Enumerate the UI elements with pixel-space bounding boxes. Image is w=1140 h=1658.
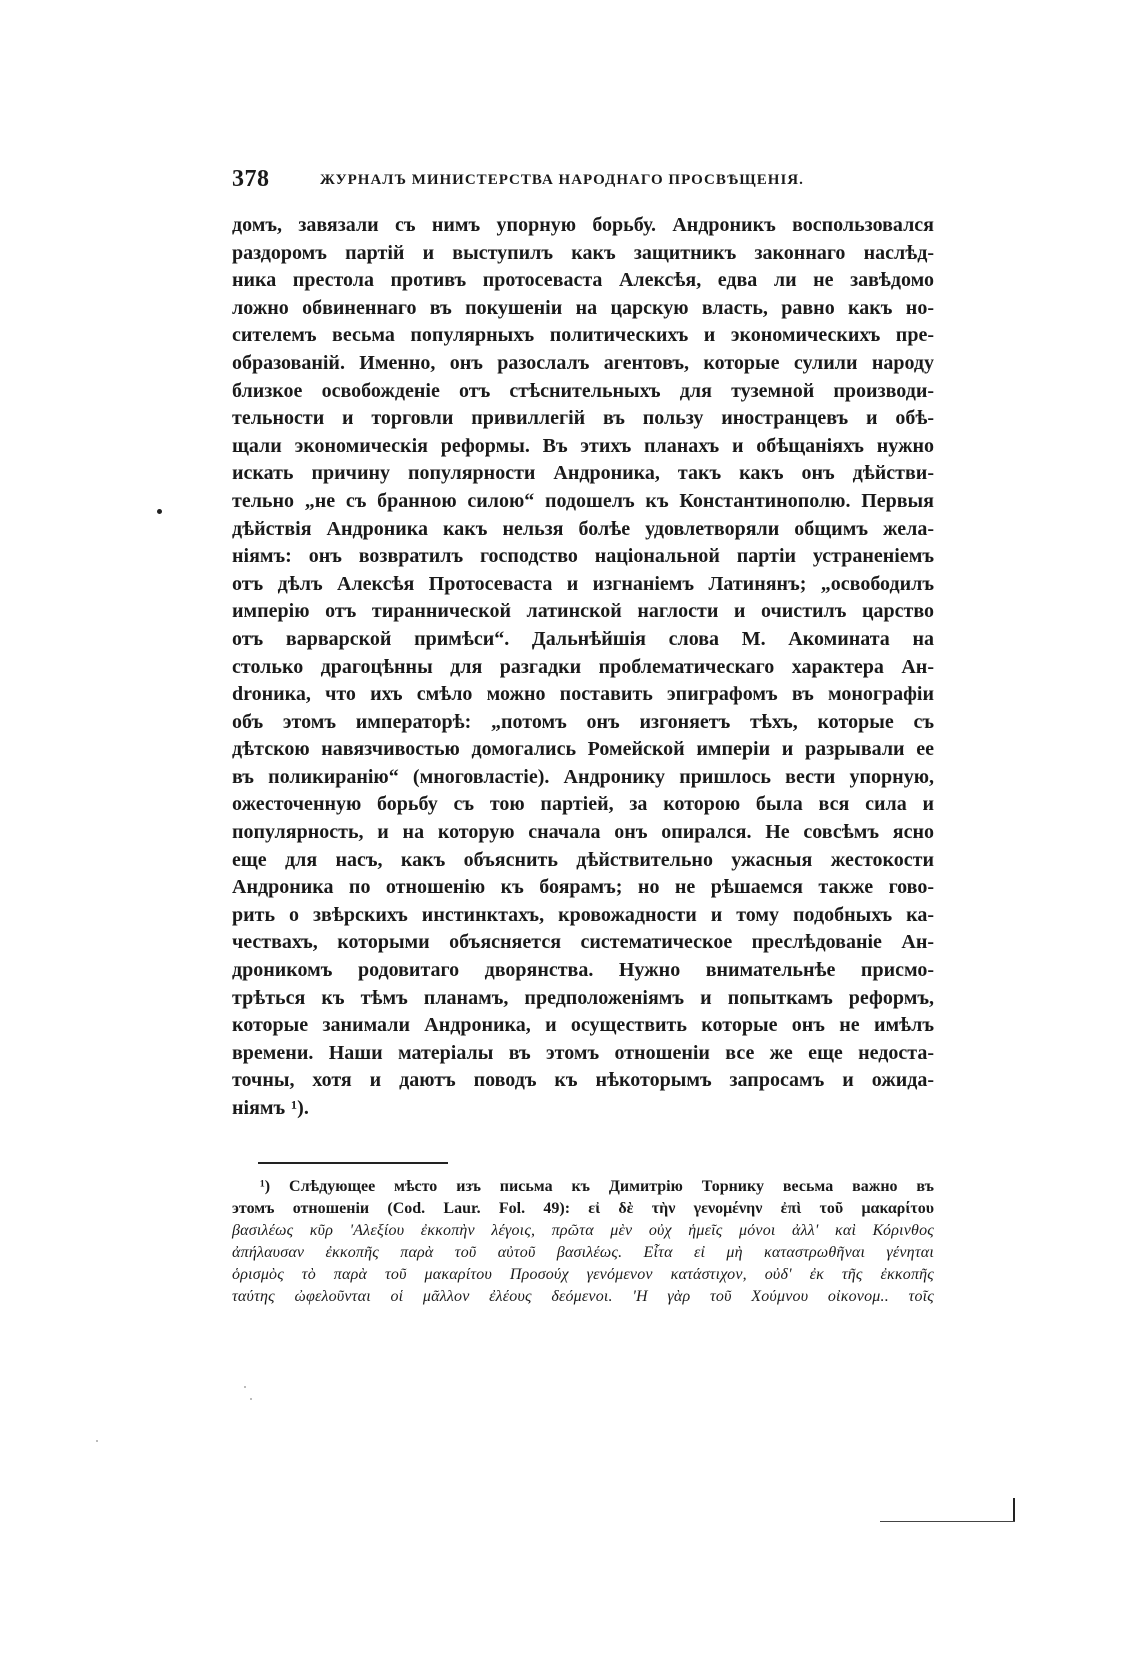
body-line: ника престола противъ протосеваста Алексѣя, едва ли не завѣдомо [232,269,934,292]
body-line: ожесточенную борьбу съ тою партіей, за которою была вся сила и [232,793,934,816]
body-line: дѣйствія Андроника какъ нельзя болѣе удовлетворяли общимъ жела- [232,517,934,540]
body-line: трѣться къ тѣмъ планамъ, предположеніямъ и попыткамъ реформъ, [232,986,934,1009]
body-line: искать причину популярности Андроника, такъ какъ онъ дѣйстви- [232,462,934,485]
body-line: Андроника по отношенію къ боярамъ; но не рѣшаемся также гово- [232,876,934,899]
body-line: щали экономическія реформы. Въ этихъ планахъ и обѣщаніяхъ нужно [232,434,934,457]
body-line: времени. Наши матеріалы въ этомъ отношеніи все же еще недоста- [232,1041,934,1064]
body-line: сителемъ весьма популярныхъ политическихъ и экономическихъ пре- [232,324,934,347]
scan-edge-mark [1013,1498,1015,1522]
body-line: чествахъ, которыми объясняется систематическое преслѣдованіе Ан- [232,931,934,954]
body-line: столько драгоцѣнны для разгадки проблематическаго характера Ан- [232,655,934,678]
body-line: объ этомъ императорѣ: „потомъ онъ изгоняетъ тѣхъ, которые съ [232,710,934,733]
body-line: отъ дѣлъ Алексѣя Протосеваста и изгнаніемъ Латинянъ; „освободилъ [232,572,934,595]
margin-mark [157,509,162,514]
body-line: дѣтскою навязчивостью домогались Ромейской имперіи и разрывали ее [232,738,934,761]
body-line: въ поликиранію“ (многовластіе). Андронику пришлось вести упорную, [232,765,934,788]
body-line: droника, что ихъ смѣло можно поставить эпиграфомъ въ монографіи [232,683,934,706]
body-line: образованій. Именно, онъ разослалъ агентовъ, которые сулили народу [232,351,934,374]
footnote-line: ταύτης ὠφελοῦνται οἱ μᾶλλον ἐλέους δεόμενοι. 'Η γὰρ τοῦ Χούμνου οἰκονομ.. τοῖς [232,1288,934,1305]
footnote-line: ¹) Слѣдующее мѣсто изъ письма къ Димитрію Торнику весьма важно въ [260,1178,934,1195]
body-line: которые занимали Андроника, и осуществить которые онъ не имѣлъ [232,1014,934,1037]
footnote-separator [258,1162,448,1164]
body-line: ніямъ ¹). [232,1097,309,1119]
body-line: раздоромъ партій и выступилъ какъ защитникъ законнаго наслѣд- [232,241,934,264]
body-line: ніямъ: онъ возвратилъ господство національной партіи устраненіемъ [232,545,934,568]
body-line: ложно обвиненнаго въ покушеніи на царскую власть, равно какъ но- [232,296,934,319]
body-line: популярность, и на которую сначала онъ опирался. Не совсѣмъ ясно [232,821,934,844]
footnote-line: ὁρισμὸς τὸ παρὰ τοῦ μακαρίτου Προσούχ γενόμενον κατάστιχον, οὐδ' ἐκ τῆς ἐκκοπῆς [232,1266,934,1283]
body-text [232,212,934,1123]
body-line: домъ, завязали съ нимъ упорную борьбу. Андроникъ воспользовался [232,214,934,236]
running-head: ЖУРНАЛЪ МИНИСТЕРСТВА НАРОДНАГО ПРОСВѢЩЕНІЯ. [320,172,804,188]
body-line: тельно „не съ бранною силою“ подошелъ къ Константинополю. Первыя [232,489,934,512]
body-line: тельности и торговли привиллегій въ пользу иностранцевъ и обѣ- [232,407,934,430]
body-line: рить о звѣрскихъ инстинктахъ, кровожадности и тому подобныхъ ка- [232,903,934,926]
body-line: отъ варварской примѣси“. Дальнѣйшія слова М. Акомината на [232,627,934,650]
scan-edge-rule [880,1521,1015,1522]
footnote [232,1176,934,1308]
body-line: близкое освобожденіе отъ стѣснительныхъ для туземной производи- [232,379,934,402]
body-line: имперію отъ тираннической латинской наглости и очистилъ царство [232,600,934,623]
body-line: точны, хотя и даютъ поводъ къ нѣкоторымъ запросамъ и ожида- [232,1069,934,1092]
body-line: дроникомъ родовитаго дворянства. Нужно внимательнѣе присмо- [232,959,934,982]
footnote-line: ἀπήλαυσαν ἐκκοπῆς παρὰ τοῦ αὐτοῦ βασιλέως. Εἶτα εἰ μὴ καταστρωθῆναι γένηται [232,1244,934,1261]
footnote-line: этомъ отношеніи (Cod. Laur. Fol. 49): εἰ δὲ τὴν γενομένην ἐπὶ τοῦ μακαρίτου [232,1200,934,1217]
body-line: еще для насъ, какъ объяснить дѣйствительно ужасныя жестокости [232,848,934,871]
page-number: 378 [232,166,270,192]
page-header [232,166,932,200]
footnote-line: βασιλέως κῦρ 'Αλεξίου ἐκκοπὴν λέγοις, πρῶτα μὲν οὐχ ἡμεῖς μόνοι ἀλλ' καὶ Κόρινθος [232,1222,934,1239]
